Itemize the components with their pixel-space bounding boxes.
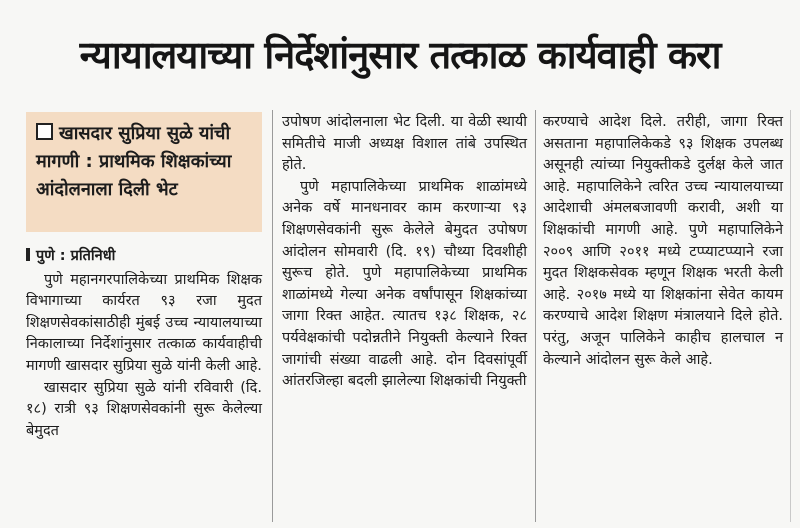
paragraph: खासदार सुप्रिया सुळे यांनी रविवारी (दि. १८) रात्री ९३ शिक्षणसेवकांनी सुरू केलेल्या बेमुदत (26, 379, 262, 439)
paragraph: करण्याचे आदेश दिले. तरीही, जागा रिक्त असताना महापालिकेकडे ९३ शिक्षक उपलब्ध असूनही त्यांच्या नियुक्तीकडे दुर्लक्ष केले जात आहे. महापालिकेने त्वरित उच्च न्यायालयाच्या आदेशाची अंमलबजावणी करावी, अशी या शिक्षकांची मागणी आहे. पुणे महापालिकेने २००९ आणि २०११ मध्ये टप्प्याटप्प्याने रजा मुदत शिक्षकसेवक म्हणून शिक्षक भरती केली आहे. २०१७ मध्ये या शिक्षकांना सेवेत कायम करण्याचे आदेश शिक्षण मंत्रालयाने दिले होते. परंतु, अजून पालिकेने काहीच हालचाल न केल्याने आंदोलन सुरू केले आहे. (543, 114, 783, 368)
article-column-1 (26, 112, 262, 442)
kicker-text: खासदार सुप्रिया सुळे यांची मागणी : प्राथमिक शिक्षकांच्या आंदोलनाला दिली भेट (36, 123, 232, 200)
paragraph: पुणे महापालिकेच्या प्राथमिक शाळांमध्ये अनेक वर्षे मानधनावर काम करणाऱ्या ९३ शिक्षणसेवकांनी सुरू केलेले बेमुदत उपोषण आंदोलन सोमवारी (दि. १९) चौथ्या दिवशीही सुरूच होते. पुणे महापालिकेच्या प्राथमिक शाळांमध्ये गेल्या अनेक वर्षांपासून शिक्षकांच्या जागा रिक्त आहेत. त्यातच १३८ शिक्षक, २८ पर्यवेक्षकांची पदोन्नतीने नियुक्ती केल्याने रिक्त जागांची संख्या वाढली आहे. दोन दिवसांपूर्वी आंतरजिल्हा बदली झालेल्या शिक्षकांची नियुक्ती (282, 178, 527, 390)
article-column-3 (543, 112, 783, 371)
column-divider (535, 110, 536, 522)
column-divider (790, 110, 791, 522)
checkbox-bullet-icon (36, 123, 53, 140)
headline: न्यायालयाच्या निर्देशांनुसार तत्काळ कार्यवाही करा (79, 33, 721, 77)
kicker-box (26, 112, 262, 232)
article-column-2 (282, 112, 527, 393)
column-divider (272, 110, 273, 522)
byline-bar-icon (26, 248, 30, 261)
paragraph: उपोषण आंदोलनाला भेट दिली. या वेळी स्थायी समितीचे माजी अध्यक्ष विशाल तांबे उपस्थित होते. (282, 114, 527, 174)
paragraph: पुणे महानगरपालिकेच्या प्राथमिक शिक्षक विभागाच्या कार्यरत ९३ रजा मुदत शिक्षणसेवकांसाठीही मुंबई उच्च न्यायालयाच्या निकालाच्या निर्देशांनुसार तत्काळ कार्यवाहीची मागणी खासदार सुप्रिया सुळे यांनी केली आहे. (26, 271, 262, 374)
byline (26, 246, 262, 268)
byline-text: पुणे : प्रतिनिधी (36, 248, 116, 264)
